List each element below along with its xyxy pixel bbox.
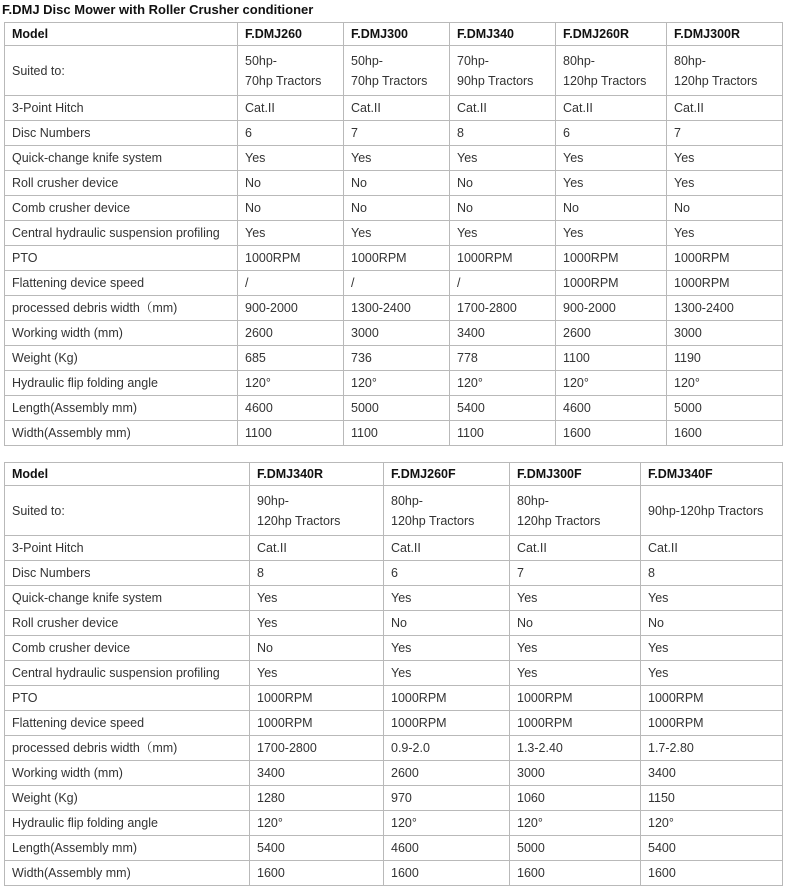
table-cell: Yes [238,146,344,171]
table-row [5,636,783,661]
table-cell: 1000RPM [250,686,384,711]
table-cell: Yes [344,146,450,171]
table-cell: Yes [250,611,384,636]
row-label: Roll crusher device [5,611,250,636]
table-row [5,586,783,611]
table-cell: 1600 [667,421,783,446]
column-header-model-name: F.DMJ300 [344,23,450,46]
cell-line: 50hp- [245,53,277,68]
cell-line: 80hp- [563,53,595,68]
table-row [5,371,783,396]
table-cell: 120° [556,371,667,396]
table-cell: 7 [510,561,641,586]
spec-table-2 [4,462,783,886]
cell-line: 120hp Tractors [563,73,647,88]
table-cell: 1280 [250,786,384,811]
table-cell: Cat.II [384,536,510,561]
table-row [5,561,783,586]
table-cell: No [344,196,450,221]
table-cell: 8 [450,121,556,146]
table-cell: 120° [641,811,783,836]
cell-line: 120hp Tractors [517,513,601,528]
cell-line: 70hp Tractors [245,73,322,88]
table-cell: 1000RPM [641,711,783,736]
row-label: Central hydraulic suspension profiling [5,661,250,686]
table-row [5,246,783,271]
table-cell: 1600 [556,421,667,446]
table-cell: Yes [384,636,510,661]
table-cell: Yes [510,661,641,686]
table-cell: No [344,171,450,196]
table-cell: 120° [450,371,556,396]
table-cell [250,486,384,536]
cell-line: 90hp-120hp Tractors [648,503,764,518]
table-cell: No [556,196,667,221]
table-row [5,611,783,636]
table-cell: No [641,611,783,636]
row-label: Width(Assembly mm) [5,421,238,446]
table-cell: Yes [250,586,384,611]
table-cell: 120° [384,811,510,836]
table-cell [384,486,510,536]
table-cell: No [384,611,510,636]
table-cell: Yes [238,221,344,246]
table-cell: 2600 [238,321,344,346]
table-cell: 1000RPM [667,271,783,296]
table-cell: 2600 [384,761,510,786]
table-cell: No [450,171,556,196]
table-row [5,146,783,171]
table-cell [667,46,783,96]
table-cell: 3400 [641,761,783,786]
table-cell: No [667,196,783,221]
table-cell: 1000RPM [556,246,667,271]
table-cell: 1000RPM [641,686,783,711]
table-cell: 1000RPM [238,246,344,271]
row-label: Central hydraulic suspension profiling [5,221,238,246]
row-label: Hydraulic flip folding angle [5,371,238,396]
row-label: Length(Assembly mm) [5,836,250,861]
cell-line: 120hp Tractors [257,513,341,528]
table-cell: 5000 [510,836,641,861]
table-cell: 1100 [238,421,344,446]
table-cell [344,46,450,96]
table-cell: 7 [667,121,783,146]
cell-line: 90hp- [257,493,289,508]
table-cell: 120° [667,371,783,396]
row-label: Weight (Kg) [5,786,250,811]
table-cell: 3000 [344,321,450,346]
column-header-model-name: F.DMJ260R [556,23,667,46]
table-cell: 6 [238,121,344,146]
table-cell: 1000RPM [667,246,783,271]
row-label: Width(Assembly mm) [5,861,250,886]
table-row [5,196,783,221]
table-row [5,686,783,711]
table-cell: 778 [450,346,556,371]
table-cell: Yes [641,636,783,661]
table-cell: 1600 [384,861,510,886]
table-cell: Yes [667,221,783,246]
table-cell: 1600 [510,861,641,886]
table-cell: 7 [344,121,450,146]
table-cell: 5000 [344,396,450,421]
cell-line: 80hp- [674,53,706,68]
table-row [5,711,783,736]
table-cell: 120° [344,371,450,396]
cell-line: 70hp- [457,53,489,68]
cell-line: 50hp- [351,53,383,68]
table-cell: / [238,271,344,296]
table-cell: 1000RPM [510,686,641,711]
row-label: Working width (mm) [5,761,250,786]
spec-table-1 [4,22,783,446]
row-label: PTO [5,246,238,271]
row-label: Flattening device speed [5,711,250,736]
table-cell: 3000 [510,761,641,786]
row-label: Quick-change knife system [5,146,238,171]
table-cell: 6 [384,561,510,586]
table-row [5,811,783,836]
table-cell: 1600 [250,861,384,886]
table-cell [450,46,556,96]
table-cell: 4600 [384,836,510,861]
page-title: F.DMJ Disc Mower with Roller Crusher conditioner [2,2,314,17]
row-label: Weight (Kg) [5,346,238,371]
table-row [5,296,783,321]
row-label: Disc Numbers [5,561,250,586]
table-cell: 5400 [250,836,384,861]
column-header-model-name: F.DMJ300F [510,463,641,486]
table-cell: Yes [250,661,384,686]
cell-line: 120hp Tractors [391,513,475,528]
table-row [5,221,783,246]
row-label: Disc Numbers [5,121,238,146]
table-cell: 1000RPM [384,686,510,711]
table-cell: 685 [238,346,344,371]
table-cell: Yes [667,146,783,171]
cell-line: 90hp Tractors [457,73,534,88]
column-header-model-name: F.DMJ340F [641,463,783,486]
table-cell: Yes [450,146,556,171]
table-cell: Cat.II [344,96,450,121]
row-label: Flattening device speed [5,271,238,296]
cell-line: 70hp Tractors [351,73,428,88]
table-cell: Cat.II [450,96,556,121]
table-cell: 8 [641,561,783,586]
table-row [5,761,783,786]
table-cell: 5400 [641,836,783,861]
table-cell: 1000RPM [250,711,384,736]
table-cell: 1.7-2.80 [641,736,783,761]
header-row [5,23,783,46]
row-label: Roll crusher device [5,171,238,196]
table-row [5,271,783,296]
table-cell: 1300-2400 [667,296,783,321]
table-cell: 4600 [238,396,344,421]
table-cell: 0.9-2.0 [384,736,510,761]
table-cell: 1000RPM [556,271,667,296]
row-label: Suited to: [5,46,238,96]
table-cell: Yes [510,636,641,661]
table-cell: 6 [556,121,667,146]
table-cell: 736 [344,346,450,371]
table-row [5,346,783,371]
table-cell: 1100 [556,346,667,371]
table-cell: 1000RPM [450,246,556,271]
table-cell: 5400 [450,396,556,421]
table-cell: 3400 [250,761,384,786]
table-cell: Yes [641,586,783,611]
table-cell: 2600 [556,321,667,346]
column-header-model-name: F.DMJ340R [250,463,384,486]
table-cell: Yes [556,221,667,246]
row-label: 3-Point Hitch [5,536,250,561]
table-row [5,836,783,861]
column-header-model-name: F.DMJ300R [667,23,783,46]
table-cell [641,486,783,536]
table-cell: 120° [510,811,641,836]
column-header-model: Model [5,463,250,486]
table-cell: Yes [344,221,450,246]
table-cell: No [450,196,556,221]
table-cell: 1000RPM [384,711,510,736]
table-cell: 1300-2400 [344,296,450,321]
row-label: processed debris width（mm) [5,736,250,761]
table-cell: Cat.II [556,96,667,121]
table-cell: Yes [384,661,510,686]
table-cell: Yes [556,171,667,196]
table-row [5,396,783,421]
table-row [5,421,783,446]
row-label: processed debris width（mm) [5,296,238,321]
table-cell: / [344,271,450,296]
row-label: Length(Assembly mm) [5,396,238,421]
cell-line: 80hp- [391,493,423,508]
table-row [5,661,783,686]
table-cell: No [238,196,344,221]
table-cell: 8 [250,561,384,586]
table-cell: Yes [641,661,783,686]
table-cell [510,486,641,536]
table-cell: 1100 [344,421,450,446]
table-cell: Cat.II [667,96,783,121]
table-cell: 1700-2800 [450,296,556,321]
table-row [5,536,783,561]
table-row [5,171,783,196]
table-cell: 1000RPM [344,246,450,271]
table-cell: 1060 [510,786,641,811]
table-row-suited-to [5,46,783,96]
row-label: PTO [5,686,250,711]
table-cell: / [450,271,556,296]
cell-line: 80hp- [517,493,549,508]
row-label: 3-Point Hitch [5,96,238,121]
table-cell: Cat.II [250,536,384,561]
table-cell: No [238,171,344,196]
table-cell: 1000RPM [510,711,641,736]
row-label: Comb crusher device [5,196,238,221]
table-row [5,786,783,811]
column-header-model-name: F.DMJ260 [238,23,344,46]
table-row-suited-to [5,486,783,536]
table-cell: 3000 [667,321,783,346]
column-header-model-name: F.DMJ260F [384,463,510,486]
row-label: Hydraulic flip folding angle [5,811,250,836]
table-cell: No [250,636,384,661]
row-label: Quick-change knife system [5,586,250,611]
table-cell: 5000 [667,396,783,421]
cell-line: 120hp Tractors [674,73,758,88]
column-header-model-name: F.DMJ340 [450,23,556,46]
row-label: Working width (mm) [5,321,238,346]
table-cell: 1150 [641,786,783,811]
table-cell: Cat.II [510,536,641,561]
table-cell: 120° [238,371,344,396]
table-cell: Yes [384,586,510,611]
table-cell: 120° [250,811,384,836]
table-row [5,736,783,761]
table-cell: Cat.II [641,536,783,561]
table-cell [238,46,344,96]
table-row [5,121,783,146]
table-row [5,96,783,121]
table-cell: 1190 [667,346,783,371]
table-cell: 900-2000 [238,296,344,321]
table-cell: No [510,611,641,636]
table-row [5,861,783,886]
table-row [5,321,783,346]
table-cell: 970 [384,786,510,811]
table-cell: Yes [510,586,641,611]
table-cell: 1600 [641,861,783,886]
table-cell: Yes [450,221,556,246]
table-cell [556,46,667,96]
row-label: Comb crusher device [5,636,250,661]
table-cell: Yes [667,171,783,196]
table-cell: 900-2000 [556,296,667,321]
table-cell: Cat.II [238,96,344,121]
table-cell: 1700-2800 [250,736,384,761]
table-cell: 3400 [450,321,556,346]
table-cell: 1100 [450,421,556,446]
table-cell: 1.3-2.40 [510,736,641,761]
row-label: Suited to: [5,486,250,536]
table-cell: 4600 [556,396,667,421]
header-row [5,463,783,486]
column-header-model: Model [5,23,238,46]
table-cell: Yes [556,146,667,171]
